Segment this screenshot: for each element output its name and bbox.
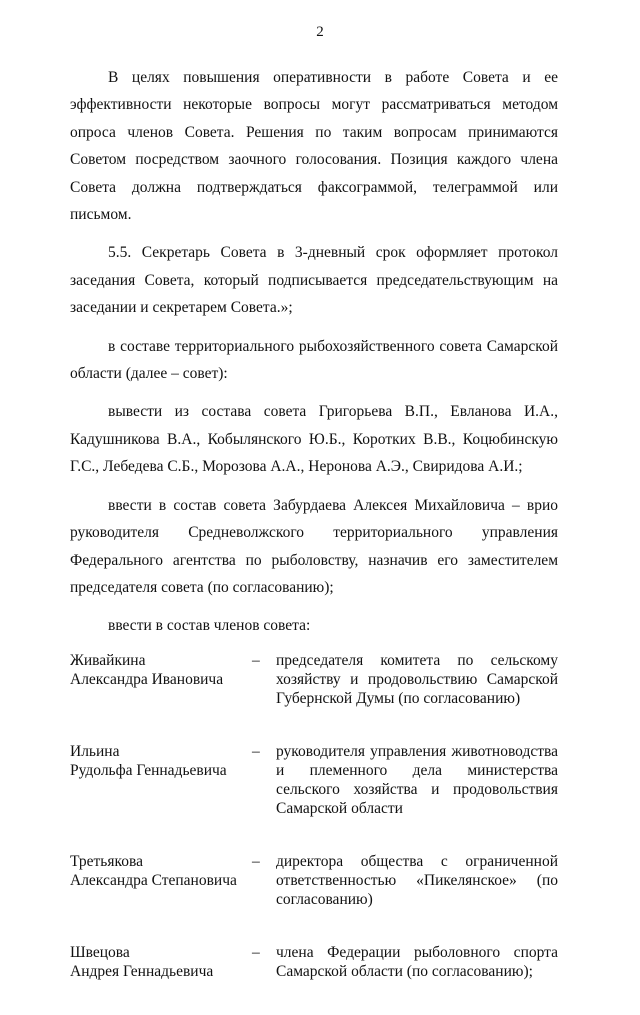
member-surname: Швецова	[70, 943, 130, 961]
paragraph-add-deputy-chair: ввести в состав совета Забурдаева Алексея Михайловича – врио руководителя Средневолжского территориального управления Федерального агентства по рыболовству, назначив его заместителем председателя совета (по согласованию);	[70, 496, 558, 596]
member-role: председателя комитета по сельскому хозяйству и продовольствию Самарской Губернской Думы (по согласованию)	[276, 651, 558, 707]
member-surname: Живайкина	[70, 651, 146, 669]
member-surname: Третьякова	[70, 852, 143, 870]
dash-separator: –	[252, 943, 260, 961]
dash-separator: –	[252, 852, 260, 870]
paragraph-secretary-protocol: 5.5. Секретарь Совета в 3-дневный срок оформляет протокол заседания Совета, который подписывается председательствующим на заседании и секретарем Совета.»;	[70, 244, 558, 317]
member-surname: Ильина	[70, 742, 120, 760]
list-item	[70, 742, 558, 818]
member-given-names: Андрея Геннадьевича	[70, 962, 214, 980]
list-item	[70, 943, 558, 981]
member-role: члена Федерации рыболовного спорта Самарской области (по согласованию);	[276, 943, 558, 980]
member-name	[70, 742, 252, 818]
paragraph-survey-voting: В целях повышения оперативности в работе Совета и ее эффективности некоторые вопросы могут рассматриваться методом опроса членов Совета. Решения по таким вопросам принимаются Советом посредством заочного голосования. Позиция каждого члена Совета должна подтверждаться факсограммой, телеграммой или письмом.	[70, 69, 558, 224]
member-name	[70, 651, 252, 708]
page-number: 2	[316, 24, 324, 40]
member-name	[70, 852, 252, 909]
dash-separator: –	[252, 651, 260, 669]
list-item	[70, 852, 558, 909]
paragraph-council-composition: в составе территориального рыбохозяйственного совета Самарской области (далее – совет):	[70, 337, 558, 383]
member-role: директора общества с ограниченной ответственностью «Пикелянское» (по согласованию)	[276, 852, 558, 908]
member-given-names: Александра Степановича	[70, 871, 237, 889]
member-role: руководителя управления животноводства и племенного дела министерства сельского хозяйства и продовольствия Самарской области	[276, 742, 558, 817]
document-body	[70, 64, 558, 1015]
member-name	[70, 943, 252, 981]
list-item	[70, 651, 558, 708]
dash-separator: –	[252, 742, 260, 760]
members-list	[70, 651, 558, 981]
member-given-names: Рудольфа Геннадьевича	[70, 761, 227, 779]
member-given-names: Александра Ивановича	[70, 670, 224, 688]
paragraph-add-members-intro: ввести в состав членов совета:	[108, 617, 311, 635]
paragraph-remove-members: вывести из состава совета Григорьева В.П., Евланова И.А., Кадушникова В.А., Кобылянского Ю.Б., Коротких В.В., Коцюбинскую Г.С., Лебедева С.Б., Морозова А.А., Неронова А.Э., Свиридова А.И.;	[70, 403, 558, 476]
